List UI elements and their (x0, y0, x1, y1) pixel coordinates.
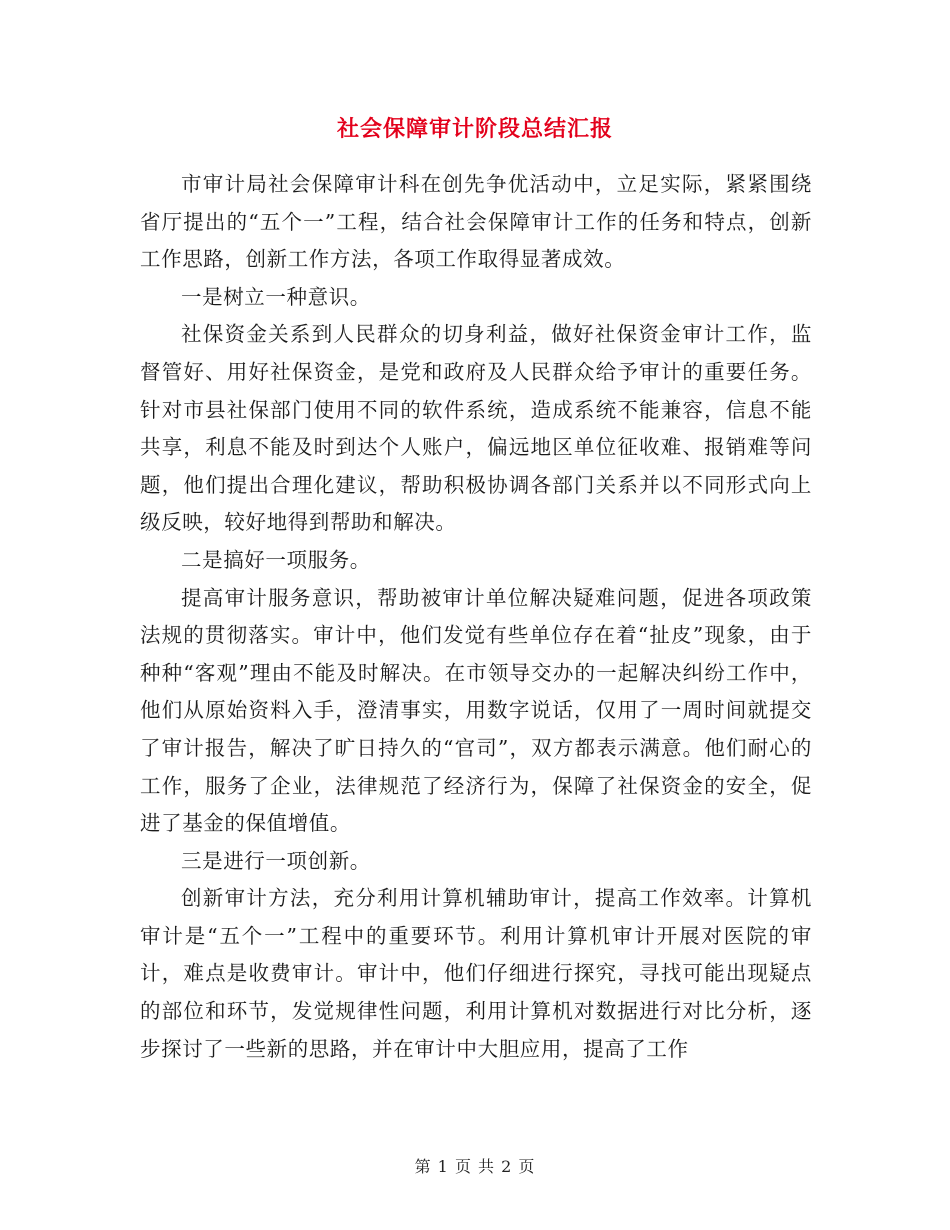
paragraph-section-3: 创新审计方法，充分利用计算机辅助审计，提高工作效率。计算机审计是“五个一”工程中的重要环节。利用计算机审计开展对医院的审计，难点是收费审计。审计中，他们仔细进行探究，寻找可能出现疑点的部位和环节，发觉规律性问题，利用计算机对数据进行对比分析，逐步探讨了一些新的思路，并在审计中大胆应用，提高了工作 (140, 886, 812, 1061)
document-title: 社会保障审计阶段总结汇报 (336, 116, 613, 142)
section-heading-3: 三是进行一项创新。 (181, 848, 371, 873)
section-heading-2: 二是搞好一项服务。 (181, 547, 371, 572)
page-number-footer: 第 1 页 共 2 页 (414, 1157, 536, 1176)
document-body (140, 166, 812, 1068)
paragraph-section-2: 提高审计服务意识，帮助被审计单位解决疑难问题，促进各项政策法规的贯彻落实。审计中，他们发觉有些单位存在着“扯皮”现象，由于种种“客观”理由不能及时解决。在市领导交办的一起解决纠纷工作中，他们从原始资料入手，澄清事实，用数字说话，仅用了一周时间就提交了审计报告，解决了旷日持久的“官司”，双方都表示满意。他们耐心的工作，服务了企业，法律规范了经济行为，保障了社保资金的安全，促进了基金的保值增值。 (140, 585, 812, 836)
section-heading-1: 一是树立一种意识。 (181, 284, 371, 309)
paragraph-intro: 市审计局社会保障审计科在创先争优活动中，立足实际，紧紧围绕省厅提出的“五个一”工程，结合社会保障审计工作的任务和特点，创新工作思路，创新工作方法，各项工作取得显著成效。 (140, 172, 812, 272)
paragraph-section-1: 社保资金关系到人民群众的切身利益，做好社保资金审计工作，监督管好、用好社保资金，是党和政府及人民群众给予审计的重要任务。针对市县社保部门使用不同的软件系统，造成系统不能兼容，信息不能共享，利息不能及时到达个人账户，偏远地区单位征收难、报销难等问题，他们提出合理化建议，帮助积极协调各部门关系并以不同形式向上级反映，较好地得到帮助和解决。 (140, 322, 812, 535)
